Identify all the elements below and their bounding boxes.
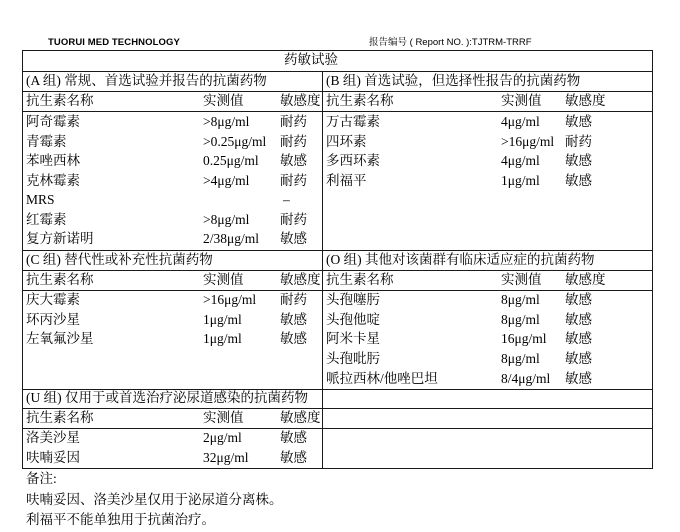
antibiotic-name: 阿奇霉素 <box>26 114 80 129</box>
measured-value: >8μg/ml <box>203 114 250 129</box>
antibiotic-name: 洛美沙星 <box>26 430 80 445</box>
antibiotic-name: 呋喃妥因 <box>26 450 80 465</box>
sensitivity-result: 耐药 <box>280 292 307 307</box>
table-center-divider <box>322 71 323 469</box>
table-row <box>0 450 680 466</box>
table-rule <box>22 71 653 72</box>
sensitivity-result: 耐药 <box>280 173 307 188</box>
antibiotic-name: 环丙沙星 <box>26 312 80 327</box>
table-row <box>0 114 680 130</box>
measured-value: >8μg/ml <box>203 212 250 227</box>
table-rule <box>22 91 653 92</box>
antibiotic-name: MRS <box>26 192 55 207</box>
sensitivity-result: 敏感 <box>565 351 592 366</box>
notes-label: 备注: <box>26 471 57 486</box>
sensitivity-result: 敏感 <box>565 312 592 327</box>
sensitivity-result: 敏感 <box>565 173 592 188</box>
sensitivity-result: 敏感 <box>565 292 592 307</box>
column-header-sensitivity: 敏感度 <box>280 272 321 287</box>
antibiotic-name: 万古霉素 <box>326 114 380 129</box>
group-u-title: (U 组) 仅用于或首选治疗泌尿道感染的抗菌药物 <box>26 390 308 405</box>
column-header-sensitivity: 敏感度 <box>280 410 321 425</box>
antibiotic-name: 四环素 <box>326 134 367 149</box>
sensitivity-result: 敏感 <box>280 231 307 246</box>
measured-value: >16μg/ml <box>501 134 555 149</box>
table-row <box>0 351 680 367</box>
measured-value: 1μg/ml <box>203 312 242 327</box>
antibiotic-name: 红霉素 <box>26 212 67 227</box>
column-header-value: 实测值 <box>501 93 542 108</box>
table-row <box>0 292 680 308</box>
sensitivity-result: 耐药 <box>280 212 307 227</box>
sensitivity-result: 敏感 <box>565 371 592 386</box>
table-rule <box>22 408 653 409</box>
table-right-border <box>652 50 653 469</box>
measured-value: >0.25μg/ml <box>203 134 267 149</box>
antibiotic-name: 头孢他啶 <box>326 312 380 327</box>
column-header-name: 抗生素名称 <box>326 93 394 108</box>
measured-value: 0.25μg/ml <box>203 153 259 168</box>
measured-value: 1μg/ml <box>501 173 540 188</box>
table-left-border <box>22 50 23 469</box>
measured-value: 2μg/ml <box>203 430 242 445</box>
measured-value: 8μg/ml <box>501 312 540 327</box>
sensitivity-result: 敏感 <box>280 450 307 465</box>
measured-value: 32μg/ml <box>203 450 249 465</box>
antibiotic-name: 克林霉素 <box>26 173 80 188</box>
measured-value: 8/4μg/ml <box>501 371 551 386</box>
antibiotic-name: 庆大霉素 <box>26 292 80 307</box>
sensitivity-result: 敏感 <box>565 114 592 129</box>
column-header-name: 抗生素名称 <box>326 272 394 287</box>
report-number: 报告编号 ( Report NO. ):TJTRM-TRRF <box>369 37 532 48</box>
column-header-sensitivity: 敏感度 <box>565 93 606 108</box>
sensitivity-result: 敏感 <box>565 153 592 168</box>
antibiotic-name: 哌拉西林/他唑巴坦 <box>326 371 438 386</box>
antibiotic-name: 利福平 <box>326 173 367 188</box>
sensitivity-result: 耐药 <box>280 134 307 149</box>
antibiotic-name: 多西环素 <box>326 153 380 168</box>
sensitivity-result: 耐药 <box>565 134 592 149</box>
table-rule <box>22 290 653 291</box>
column-header-value: 实测值 <box>203 272 244 287</box>
antibiotic-name: 左氧氟沙星 <box>26 331 94 346</box>
table-row <box>0 153 680 169</box>
antibiotic-name: 头孢噻肟 <box>326 292 380 307</box>
measured-value: 16μg/ml <box>501 331 547 346</box>
antibiotic-name: 青霉素 <box>26 134 67 149</box>
measured-value: 8μg/ml <box>501 351 540 366</box>
sensitivity-result: 耐药 <box>280 114 307 129</box>
group-a-title: (A 组) 常规、首选试验并报告的抗菌药物 <box>26 73 267 88</box>
measured-value: 4μg/ml <box>501 153 540 168</box>
table-rule <box>22 250 653 251</box>
table-row <box>0 231 680 247</box>
table-row <box>0 331 680 347</box>
column-header-sensitivity: 敏感度 <box>565 272 606 287</box>
group-c-title: (C 组) 替代性或补充性抗菌药物 <box>26 252 213 267</box>
sensitivity-result: 敏感 <box>280 153 307 168</box>
table-row <box>0 134 680 150</box>
column-header-name: 抗生素名称 <box>26 272 94 287</box>
table-rule <box>22 111 653 112</box>
sensitivity-result: 敏感 <box>280 430 307 445</box>
sensitivity-result: 敏感 <box>565 331 592 346</box>
column-header-name: 抗生素名称 <box>26 410 94 425</box>
antibiotic-name: 阿米卡星 <box>326 331 380 346</box>
measured-value: >4μg/ml <box>203 173 250 188</box>
column-header-name: 抗生素名称 <box>26 93 94 108</box>
section-title: 药敏试验 <box>284 52 338 67</box>
measured-value: 4μg/ml <box>501 114 540 129</box>
table-rule <box>22 270 653 271</box>
note-line: 利福平不能单独用于抗菌治疗。 <box>26 512 215 527</box>
table-top-border <box>22 50 653 51</box>
company-name: TUORUI MED TECHNOLOGY <box>48 37 180 48</box>
table-rule <box>22 428 653 429</box>
table-row <box>0 192 680 208</box>
column-header-value: 实测值 <box>203 410 244 425</box>
measured-value: 2/38μg/ml <box>203 231 259 246</box>
table-row <box>0 212 680 228</box>
sensitivity-result: – <box>283 192 290 207</box>
table-row <box>0 173 680 189</box>
antibiotic-name: 头孢吡肟 <box>326 351 380 366</box>
column-header-value: 实测值 <box>203 93 244 108</box>
column-header-sensitivity: 敏感度 <box>280 93 321 108</box>
antibiotic-name: 苯唑西林 <box>26 153 80 168</box>
table-row <box>0 312 680 328</box>
antibiotic-name: 复方新诺明 <box>26 231 94 246</box>
table-row <box>0 430 680 446</box>
table-row <box>0 371 680 387</box>
group-o-title: (O 组) 其他对该菌群有临床适应症的抗菌药物 <box>326 252 595 267</box>
sensitivity-result: 敏感 <box>280 312 307 327</box>
measured-value: 1μg/ml <box>203 331 242 346</box>
group-b-title: (B 组) 首选试验，但选择性报告的抗菌药物 <box>326 73 581 88</box>
measured-value: 8μg/ml <box>501 292 540 307</box>
table-bottom-border <box>22 468 653 469</box>
sensitivity-result: 敏感 <box>280 331 307 346</box>
column-header-value: 实测值 <box>501 272 542 287</box>
measured-value: >16μg/ml <box>203 292 257 307</box>
note-line: 呋喃妥因、洛美沙星仅用于泌尿道分离株。 <box>26 492 283 507</box>
